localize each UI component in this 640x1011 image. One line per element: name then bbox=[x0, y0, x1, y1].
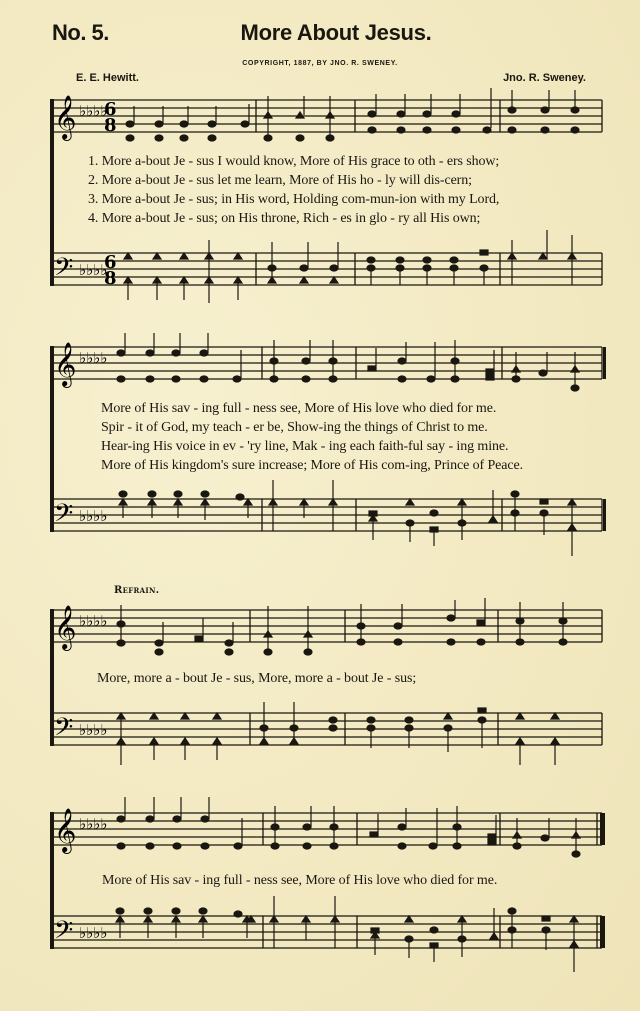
hymn-number: No. 5. bbox=[52, 20, 109, 45]
final-barline-icon bbox=[600, 813, 605, 845]
svg-text:6: 6 bbox=[104, 99, 117, 120]
svg-text:𝄞: 𝄞 bbox=[54, 342, 77, 386]
treble-clef-icon: 𝄞 bbox=[54, 95, 77, 139]
svg-text:8: 8 bbox=[104, 115, 117, 136]
svg-text:♭♭♭♭: ♭♭♭♭ bbox=[79, 612, 108, 630]
lyricist-credit: E. E. Hewitt. bbox=[76, 72, 139, 84]
refrain-line-2: More of His sav - ing full - ness see, More of His love who died for me. bbox=[102, 873, 498, 888]
svg-text:8: 8 bbox=[104, 268, 117, 289]
verse-2-line: 2. More a-bout Je - sus let me learn, More of His ho - ly will dis-cern; bbox=[88, 173, 472, 188]
svg-text:𝄞: 𝄞 bbox=[54, 605, 77, 649]
verse-1-line: 1. More a-bout Je - sus I would know, More of His grace to oth - ers show; bbox=[88, 154, 500, 169]
verse-4-line-2: More of His kingdom's sure increase; More of His com-ing, Prince of Peace. bbox=[101, 458, 524, 473]
hymn-title: More About Jesus. bbox=[240, 20, 432, 45]
refrain-line-1: More, more a - bout Je - sus, More, more a - bout Je - sus; bbox=[97, 671, 417, 686]
refrain-label: Refrain. bbox=[114, 585, 160, 596]
svg-text:♭♭♭♭: ♭♭♭♭ bbox=[79, 507, 108, 525]
verse-4-line: 4. More a-bout Je - sus; on His throne, Rich - es in glo - ry all His own; bbox=[88, 211, 481, 226]
svg-text:𝄢: 𝄢 bbox=[54, 713, 74, 748]
svg-text:♭♭♭♭: ♭♭♭♭ bbox=[79, 815, 108, 833]
verse-3-line-2: Hear-ing His voice in ev - 'ry line, Mak - ing each faith-ful say - ing mine. bbox=[101, 439, 509, 454]
svg-text:♭♭♭♭: ♭♭♭♭ bbox=[79, 349, 108, 367]
svg-text:♭♭♭♭: ♭♭♭♭ bbox=[79, 924, 108, 942]
svg-text:♭♭♭♭: ♭♭♭♭ bbox=[79, 721, 108, 739]
bass-clef-icon: 𝄢 bbox=[54, 253, 74, 288]
copyright-notice: COPYRIGHT, 1887, BY JNO. R. SWENEY. bbox=[242, 60, 398, 67]
svg-text:𝄢: 𝄢 bbox=[54, 916, 74, 951]
verse-3-line: 3. More a-bout Je - sus; in His word, Holding com-mun-ion with my Lord, bbox=[88, 192, 500, 207]
svg-text:♭♭♭♭: ♭♭♭♭ bbox=[79, 261, 108, 279]
composer-credit: Jno. R. Sweney. bbox=[503, 72, 586, 84]
verse-2-line-2: Spir - it of God, my teach - er be, Show-ing the things of Christ to me. bbox=[101, 420, 488, 435]
key-signature-flats-icon: ♭♭♭♭ bbox=[79, 102, 108, 120]
svg-text:6: 6 bbox=[104, 252, 117, 273]
svg-text:𝄢: 𝄢 bbox=[54, 499, 74, 534]
verse-1-line-2: More of His sav - ing full - ness see, More of His love who died for me. bbox=[101, 401, 497, 416]
svg-text:𝄞: 𝄞 bbox=[54, 808, 77, 852]
